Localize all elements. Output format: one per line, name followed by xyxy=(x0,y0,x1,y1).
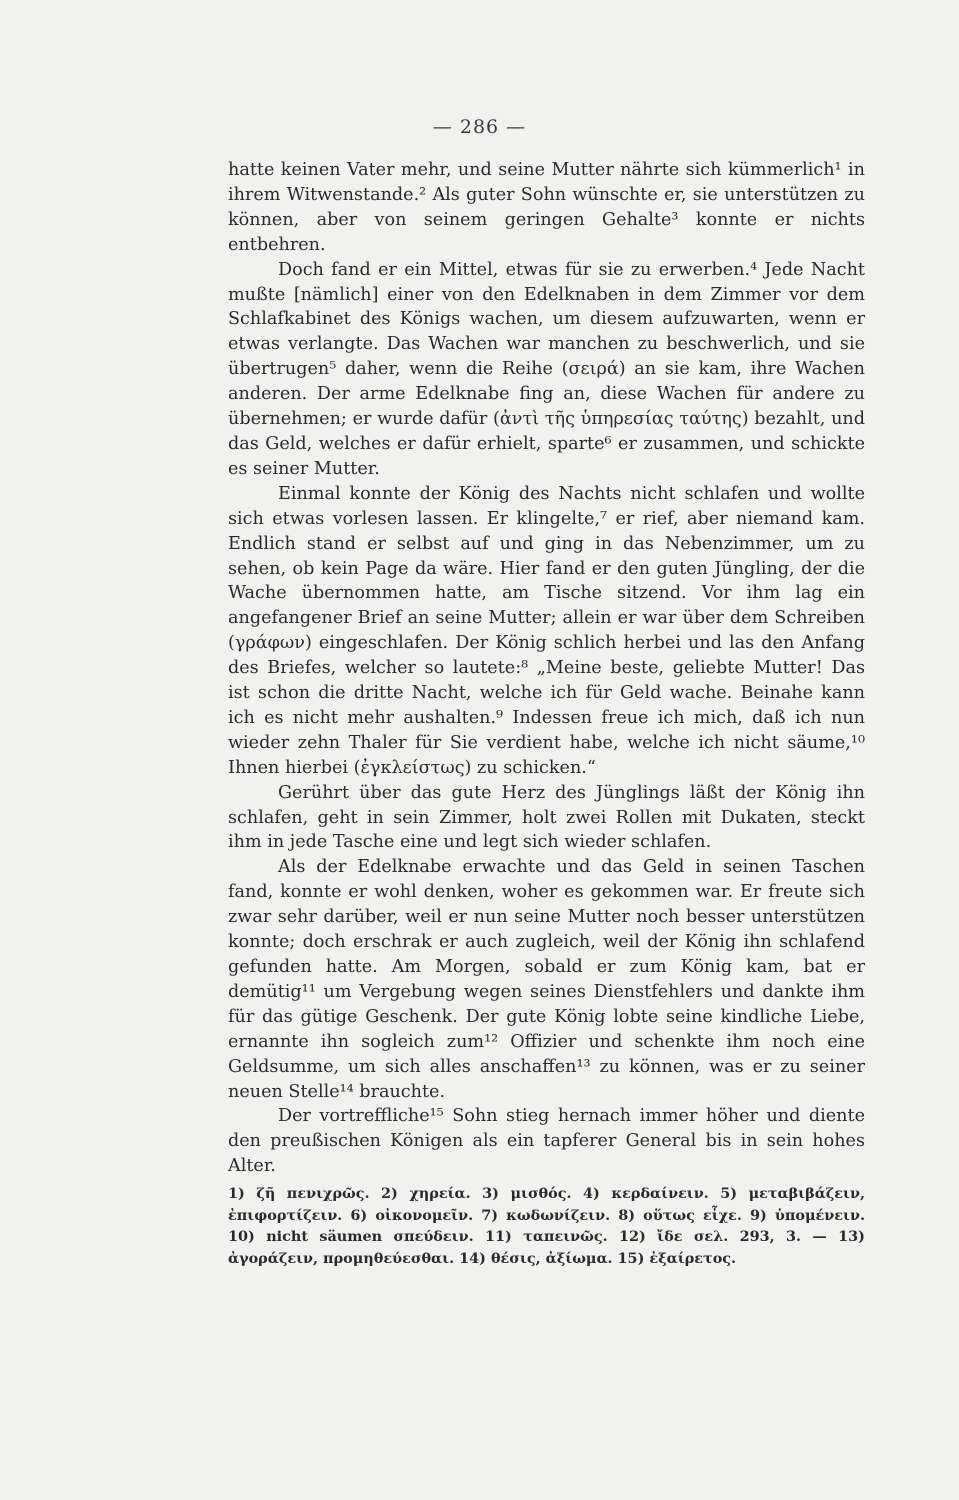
paragraph-3: Einmal konnte der König des Nachts nicht schlafen und wollte sich etwas vorlesen lassen. Er klingelte,⁷ er rief, aber niemand kam. Endlich stand er selbst auf und ging in das Nebenzimmer, um zu sehen, ob kein Page da wäre. Hier fand er den guten Jüngling, der die Wache übernommen hatte, am Tische sitzend. Vor ihm lag ein angefangener Brief an seine Mutter; allein er war über dem Schreiben (γράφων) eingeschlafen. Der König schlich herbei und las den Anfang des Briefes, welcher so lautete:⁸ „Meine beste, geliebte Mutter! Das ist schon die dritte Nacht, welche ich für Geld wache. Beinahe kann ich es nicht mehr aushalten.⁹ Indessen freue ich mich, daß ich nun wieder zehn Thaler für Sie verdient habe, welche ich nicht säume,¹⁰ Ihnen hierbei (ἐγκλείστως) zu schicken.“ xyxy=(228,483,865,778)
footnote-text: 1) ζῆ πενιχρῶς. 2) χηρεία. 3) μισθός. 4) κερδαίνειν. 5) μεταβιβάζειν, ἐπιφορτίζειν. 6) οἰκονομεῖν. 7) κωδωνίζειν. 8) οὕτως εἶχε. 9) ὑπομένειν. 10) nicht säumen σπεύδειν. 11) ταπεινῶς. 12) ἴδε σελ. 293, 3. — 13) ἀγοράζειν, προμηθεύεσθαι. 14) θέσις, ἀξίωμα. 15) ἐξαίρετος. xyxy=(228,1185,865,1267)
paragraph-2: Doch fand er ein Mittel, etwas für sie zu erwerben.⁴ Jede Nacht mußte [nämlich] einer von den Edelknaben in dem Zimmer vor dem Schlafkabinet des Königs wachen, um diesem aufzuwarten, wenn er etwas verlangte. Das Wachen war manchen zu beschwerlich, und sie übertrugen⁵ daher, wenn die Reihe (σειρά) an sie kam, ihre Wachen anderen. Der arme Edelknabe fing an, diese Wachen für andere zu übernehmen; er wurde dafür (ἀντὶ τῆς ὑπηρεσίας ταύτης) bezahlt, und das Geld, welches er dafür erhielt, sparte⁶ er zusammen, und schickte es seiner Mutter. xyxy=(228,259,865,479)
paragraph-5: Als der Edelknabe erwachte und das Geld in seinen Taschen fand, konnte er wohl denken, woher es gekommen war. Er freute sich zwar sehr darüber, weil er nun seine Mutter noch besser unterstützen konnte; doch erschrak er auch zugleich, weil der König ihn schlafend gefunden hatte. Am Morgen, sobald er zum König kam, bat er demütig¹¹ um Vergebung wegen seines Dienstfehlers und dankte ihm für das gütige Geschenk. Der gute König lobte seine kindliche Liebe, ernannte ihn sogleich zum¹² Offizier und schenkte ihm noch eine Geldsumme, um sich alles anschaffen¹³ zu können, was er zu seiner neuen Stelle¹⁴ brauchte. xyxy=(228,857,865,1102)
paragraph-1: hatte keinen Vater mehr, und seine Mutter nährte sich kümmerlich¹ in ihrem Witwenstande.² Als guter Sohn wünschte er, sie unterstützen zu können, aber von seinem geringen Gehalte³ konnte er nichts entbehren. xyxy=(228,160,865,255)
paragraph-4: Gerührt über das gute Herz des Jünglings läßt der König ihn schlafen, geht in sein Zimmer, holt zwei Rollen mit Dukaten, steckt ihm in jede Tasche eine und legt sich wieder schlafen. xyxy=(228,782,865,853)
paragraph-6: Der vortreffliche¹⁵ Sohn stieg hernach immer höher und diente den preußischen Königen als ein tapferer General bis in sein hohes Alter. xyxy=(228,1106,865,1177)
footnotes xyxy=(228,1183,865,1269)
page-number: — 286 — xyxy=(432,116,527,138)
body-text xyxy=(228,158,865,1179)
